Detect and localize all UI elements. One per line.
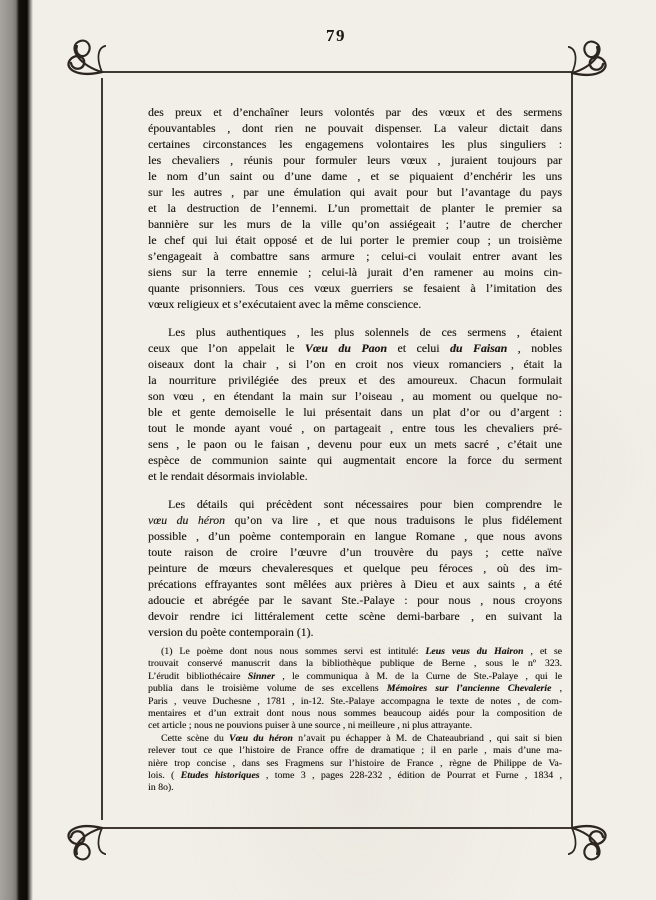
paragraph bbox=[148, 324, 562, 484]
paragraph bbox=[148, 104, 562, 312]
paragraph bbox=[148, 646, 562, 733]
emphasized-text: Etudes historiques bbox=[180, 770, 260, 782]
text-line: adoucie et abrégée par le savant Ste.-Palaye : pour nous , nous croyons bbox=[148, 593, 562, 607]
frame-border-left bbox=[101, 78, 103, 820]
text-line: tout le monde ayant voué , on partageait , entre tous les chevaliers pré- bbox=[148, 421, 562, 435]
emphasized-text: Mémoires sur l’ancienne Chevalerie bbox=[386, 683, 552, 695]
text-line: ceux que l’on appelait le Vœu du Paon et celui du Faisan , nobles bbox=[148, 341, 562, 355]
text-line: s’engageait à combattre sans armure ; celui-ci voulait entrer avant les bbox=[148, 249, 562, 263]
paragraph bbox=[148, 496, 562, 640]
text-line: précations effrayantes sont mêlées aux prières à Dieu et aux saints , a été bbox=[148, 577, 562, 591]
text-line: version du poète contemporain (1). bbox=[148, 625, 314, 639]
text-line: espèce de communion sainte qui augmentait encore la force du serment bbox=[148, 453, 562, 467]
text-line: des preux et d’enchaîner leurs volontés par des vœux et des sermens bbox=[148, 105, 562, 119]
text-line: son vœu , en étendant la main sur l’oiseau , au moment ou quelque no- bbox=[148, 389, 562, 403]
text-line: (1) Le poème dont nous nous sommes servi est intitulé: Leus veus du Hairon , et se bbox=[161, 646, 562, 657]
frame-border-right bbox=[571, 73, 573, 828]
emphasized-text: Vœu du Paon bbox=[304, 341, 387, 355]
text-line: lois. ( Etudes historiques , tome 3 , pages 228-232 , édition de Pourrat et Furne , 1834 , bbox=[148, 770, 563, 782]
text-line: oiseaux dont la chair , si l’on en croit nos vieux romanciers , était la bbox=[148, 357, 562, 371]
text-line: et le rendait désormais inviolable. bbox=[148, 469, 308, 483]
corner-flourish-icon bbox=[62, 36, 106, 76]
text-line: siens sur la terre ennemie ; celui-là jurait d’en ramener au moins cin- bbox=[148, 265, 562, 279]
text-line: et la destruction de l’ennemi. L’un promettait de planter le premier sa bbox=[148, 201, 562, 215]
text-line: in 8o). bbox=[148, 782, 174, 794]
text-line: quante prisonniers. Tous ces vœux guerriers se fesaient à l’imitation des bbox=[148, 281, 562, 295]
emphasized-text: du Faisan bbox=[450, 341, 508, 355]
text-line: peinture de mœurs chevaleresques et quelque peu féroces , où des im- bbox=[148, 561, 562, 575]
text-line: trouvait conservé manuscrit dans la bibliothèque publique de Berne , sous le nº 323. bbox=[148, 658, 562, 670]
frame-border-bottom bbox=[101, 827, 572, 829]
text-line: épouvantables , dont rien ne pouvait dispenser. La valeur dictait dans bbox=[148, 121, 562, 135]
emphasized-text: vœu du héron bbox=[148, 513, 225, 527]
text-line: bannière sur les murs de la ville qu’on assiégeait ; l’autre de chercher bbox=[148, 217, 562, 231]
main-text bbox=[148, 104, 562, 640]
text-block bbox=[148, 104, 562, 795]
text-line: possible , d’un poème contemporain en langue Romane , que nous avons bbox=[148, 529, 562, 543]
text-line: les chevaliers , réunis pour formuler leurs vœux , juraient toujours par bbox=[148, 153, 562, 167]
corner-flourish-icon bbox=[568, 824, 612, 864]
emphasized-text: Vœu du héron bbox=[228, 732, 293, 744]
emphasized-text: Sinner bbox=[247, 670, 275, 682]
text-line: sur les autres , par une émulation qui avait pour but l’avantage du pays bbox=[148, 185, 562, 199]
scan-gutter-shadow bbox=[0, 0, 34, 900]
text-line: mentaires et d’un extrait dont nous nous sommes beaucoup aidés pour la composition de bbox=[148, 708, 562, 720]
footnote bbox=[148, 646, 562, 795]
emphasized-text: Leus veus du Hairon bbox=[425, 646, 524, 657]
text-line: cet article ; nous ne pouvions puiser à une source , ni meilleure , ni plus attrayante. bbox=[148, 720, 473, 732]
text-line: certaines circonstances les engagemens volontaires les plus singuliers : bbox=[148, 137, 562, 151]
text-line: toute raison de croire l’œuvre d’un trouvère du pays ; cette naïve bbox=[148, 545, 562, 559]
text-line: Paris , veuve Duchesne , 1781 , in-12. Ste.-Palaye accompagna le texte de notes , de com- bbox=[148, 695, 562, 707]
text-line: publia dans le troisième volume de ses excellens Mémoires sur l’ancienne Chevalerie , bbox=[148, 683, 562, 695]
text-line: le nom d’un saint ou d’une dame , et se piquaient d’enchérir les uns bbox=[148, 169, 562, 183]
paragraph bbox=[148, 733, 562, 795]
text-line: relever tout ce que l’histoire de France offre de dramatique ; il en parle , mais d’une ma- bbox=[148, 745, 562, 757]
text-line: nière trop concise , dans ses Fragmens sur l’histoire de France , règne de Philippe de Va- bbox=[148, 757, 562, 769]
text-line: vœux religieux et s’exécutaient avec la même conscience. bbox=[148, 297, 422, 311]
text-line: vœu du héron qu’on va lire , et que nous traduisons le plus fidélement bbox=[148, 513, 562, 527]
text-line: devoir rendre ici littéralement cette scène demi-barbare , en suivant la bbox=[148, 609, 562, 623]
text-line: Les détails qui précèdent sont nécessaires pour bien comprendre le bbox=[168, 497, 562, 511]
corner-flourish-icon bbox=[568, 37, 612, 77]
page-number: 79 bbox=[326, 26, 346, 45]
text-line: sens , le paon ou le faisan , devenu pour eux un mets sacré , c’était une bbox=[148, 437, 562, 451]
text-line: Cette scène du Vœu du héron n’avait pu échapper à M. de Chateaubriand , qui sait si bien bbox=[161, 732, 562, 744]
text-line: Les plus authentiques , les plus solennels de ces sermens , étaient bbox=[168, 325, 562, 339]
frame-border-top bbox=[102, 71, 572, 73]
text-line: ble et gente demoiselle le lui présentait dans un plat d’or ou d’argent : bbox=[148, 405, 562, 419]
text-line: la nourriture privilégiée des preux et des amoureux. Chacun formulait bbox=[148, 373, 562, 387]
text-line: le chef qui lui était opposé et de lui porter le premier coup ; un troisième bbox=[148, 233, 562, 247]
corner-flourish-icon bbox=[62, 824, 106, 864]
text-line: L’érudit bibliothécaire Sinner , le communiqua à M. de la Curne de Ste.-Palaye , qui le bbox=[148, 670, 562, 682]
